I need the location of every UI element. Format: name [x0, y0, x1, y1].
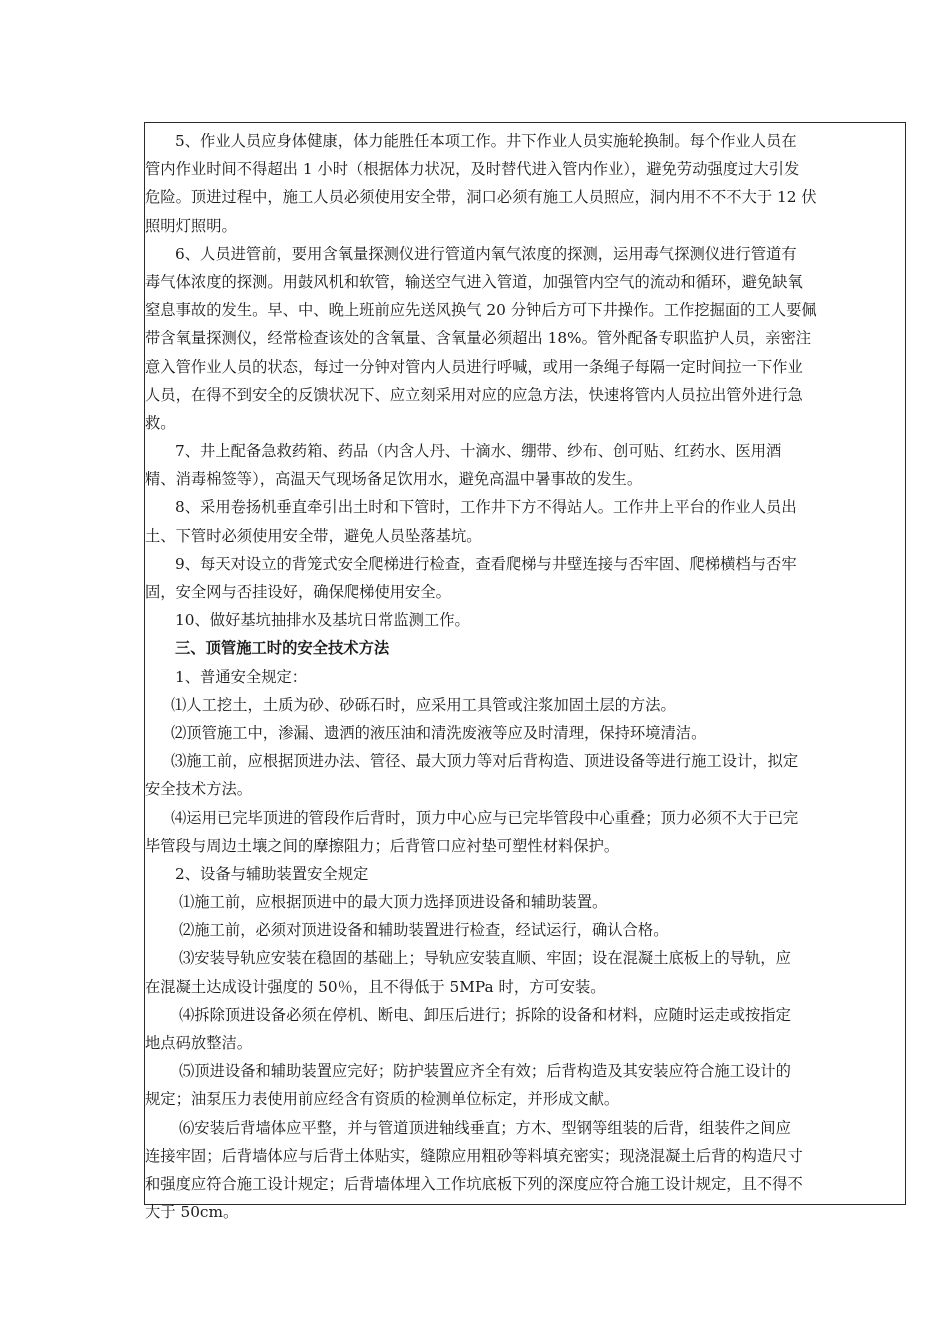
- text-line: 7、井上配备急救药箱、药品（内含人丹、十滴水、绷带、纱布、创可贴、红药水、医用酒: [175, 442, 782, 461]
- text-line: 5、作业人员应身体健康，体力能胜任本项工作。井下作业人员实施轮换制。每个作业人员在: [175, 132, 797, 150]
- text-line: ⑴人工挖土，土质为砂、砂砾石时，应采用工具管或注浆加固土层的方法。: [171, 695, 676, 714]
- text-line: 照明灯照明。: [145, 216, 237, 235]
- text-line: 窒息事故的发生。早、中、晚上班前应先送风换气 20 分钟后方可下井操作。工作挖掘面的工人要佩: [145, 301, 817, 320]
- text-line: 1、普通安全规定：: [175, 667, 308, 686]
- text-line: ⑵顶管施工中，渗漏、遗洒的液压油和清洗废液等应及时清理，保持环境清洁。: [171, 723, 707, 742]
- text-line: 大于 50cm。: [145, 1203, 239, 1222]
- text-line: 和强度应符合施工设计规定；后背墙体埋入工作坑底板下列的深度应符合施工设计规定，且不得不: [145, 1174, 803, 1193]
- text-line: 连接牢固；后背墙体应与后背土体贴实，缝隙应用粗砂等料填充密实；现浇混凝土后背的构造尺寸: [145, 1146, 803, 1165]
- text-line: 土、下管时必须使用安全带，避免人员坠落基坑。: [145, 526, 482, 545]
- section-heading: 三、顶管施工时的安全技术方法: [175, 639, 390, 658]
- text-line: 带含氧量探测仪，经常检查该处的含氧量、含氧量必须超出 18%。管外配备专职监护人员，亲密注: [145, 329, 812, 348]
- text-line: ⑹安装后背墙体应平整，并与管道顶进轴线垂直；方木、型钢等组装的后背，组装件之间应: [179, 1118, 791, 1137]
- text-line: 管内作业时间不得超出 1 小时（根据体力状况，及时替代进入管内作业），避免劳动强度过大引发: [145, 160, 800, 179]
- text-line: 毕管段与周边土壤之间的摩擦阻力；后背管口应衬垫可塑性材料保护。: [145, 836, 620, 855]
- text-line: 规定；油泵压力表使用前应经含有资质的检测单位标定，并形成文献。: [145, 1090, 620, 1109]
- text-line: 人员，在得不到安全的反馈状况下、应立刻采用对应的应急方法，快速将管内人员拉出管外进行急: [145, 385, 803, 404]
- text-line: 精、消毒棉签等），高温天气现场备足饮用水，避免高温中暑事故的发生。: [145, 470, 643, 489]
- text-line: ⑷拆除顶进设备必须在停机、断电、卸压后进行；拆除的设备和材料，应随时运走或按指定: [179, 1005, 791, 1024]
- text-line: 10、做好基坑抽排水及基坑日常监测工作。: [175, 611, 470, 630]
- text-line: ⑸顶进设备和辅助装置应完好；防护装置应齐全有效；后背构造及其安装应符合施工设计的: [179, 1062, 791, 1081]
- text-line: 固，安全网与否挂设好，确保爬梯使用安全。: [145, 583, 451, 601]
- text-line: 安全技术方法。: [145, 780, 253, 799]
- text-line: ⑶施工前，应根据顶进办法、管径、最大顶力等对后背构造、顶进设备等进行施工设计，拟定: [171, 752, 799, 771]
- text-line: 意入管作业人员的状态，每过一分钟对管内人员进行呼喊，或用一条绳子每隔一定时间拉一下作业: [145, 357, 803, 376]
- text-line: 8、采用卷扬机垂直牵引出土时和下管时，工作井下方不得站人。工作井上平台的作业人员出: [175, 498, 797, 517]
- text-line: 地点码放整洁。: [145, 1034, 253, 1052]
- text-line: ⑷运用已完毕顶进的管段作后背时，顶力中心应与已完毕管段中心重叠；顶力必须不大于已完: [171, 808, 799, 827]
- document-table-cell: [144, 122, 906, 1222]
- text-line: 毒气体浓度的探测。用鼓风机和软管，输送空气进入管道，加强管内空气的流动和循环，避免缺氧: [145, 272, 803, 291]
- text-line: 9、每天对设立的背笼式安全爬梯进行检查，查看爬梯与井壁连接与否牢固、爬梯横档与否牢: [175, 554, 797, 573]
- text-line: 6、人员进管前，要用含氧量探测仪进行管道内氧气浓度的探测，运用毒气探测仪进行管道有: [175, 244, 797, 263]
- text-line: ⑴施工前，应根据顶进中的最大顶力选择顶进设备和辅助装置。: [179, 893, 608, 912]
- text-line: ⑶安装导轨应安装在稳固的基础上；导轨应安装直顺、牢固；设在混凝土底板上的导轨，应: [179, 949, 791, 968]
- text-line: ⑵施工前，必须对顶进设备和辅助装置进行检查，经试运行，确认合格。: [179, 921, 669, 940]
- text-line: 在混凝土达成设计强度的 50％，且不得低于 5MPa 时，方可安装。: [145, 977, 606, 996]
- text-line: 2、设备与辅助装置安全规定: [175, 864, 369, 883]
- text-line: 危险。顶进过程中，施工人员必须使用安全带，洞口必须有施工人员照应，洞内用不不不大于 12 伏: [145, 188, 817, 207]
- text-line: 救。: [145, 413, 176, 432]
